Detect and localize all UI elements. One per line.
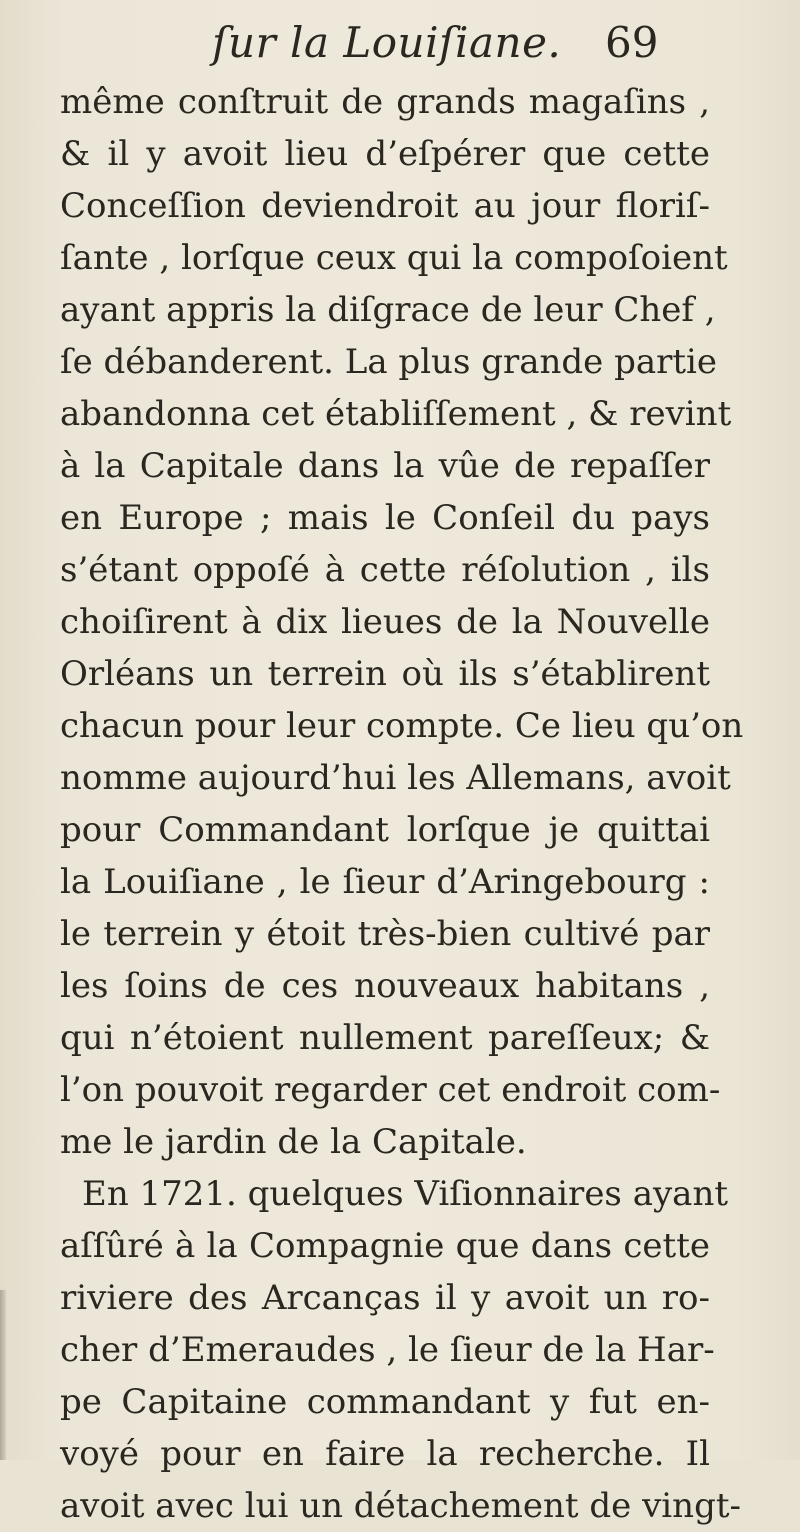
text-line: en Europe ; mais le Conſeil du pays [60, 498, 710, 538]
page-header [60, 18, 680, 78]
text-line: ſe débanderent. La plus grande partie [60, 342, 718, 382]
text-line: ſante , lorſque ceux qui la compoſoient [60, 238, 728, 278]
text-line: ayant appris la diſgrace de leur Chef , [60, 290, 716, 330]
text-line: la Louiſiane , le ſieur d’Aringebourg : [60, 862, 710, 902]
text-line: qui n’étoient nullement pareſſeux; & [60, 1018, 710, 1058]
text-line: nomme aujourd’hui les Allemans, avoit [60, 758, 731, 798]
text-line: Conceſſion deviendroit au jour floriſ- [60, 186, 710, 226]
text-line: Orléans un terrein où ils s’établirent [60, 654, 710, 694]
page-number: 69 [605, 18, 659, 67]
text-line: chacun pour leur compte. Ce lieu qu’on [60, 706, 744, 746]
text-line: l’on pouvoit regarder cet endroit com- [60, 1070, 721, 1110]
text-line: & il y avoit lieu d’eſpérer que cette [60, 134, 710, 174]
running-title: ſur la Louiſiane. [212, 18, 562, 67]
text-line: choiſirent à dix lieues de la Nouvelle [60, 602, 710, 642]
text-line: s’étant oppoſé à cette réſolution , ils [60, 550, 710, 590]
text-line: aſſûré à la Compagnie que dans cette [60, 1226, 710, 1266]
text-line: pe Capitaine commandant y fut en- [60, 1382, 710, 1422]
text-line: même conſtruit de grands magaſins , [60, 82, 710, 122]
text-line: voyé pour en faire la recherche. Il [60, 1434, 710, 1474]
text-line: à la Capitale dans la vûe de repaſſer [60, 446, 710, 486]
paragraph-first-line: En 1721. quelques Viſionnaires ayant [82, 1174, 728, 1214]
text-line: riviere des Arcanças il y avoit un ro- [60, 1278, 710, 1318]
text-line: avoit avec lui un détachement de vingt- [60, 1486, 741, 1526]
body-text [60, 76, 744, 1532]
text-line: abandonna cet établiſſement , & revint [60, 394, 732, 434]
page-edge-shadow [0, 1290, 6, 1460]
text-line: me le jardin de la Capitale. [60, 1122, 527, 1162]
text-line: pour Commandant lorſque je quittai [60, 810, 710, 850]
text-line: le terrein y étoit très-bien cultivé par [60, 914, 710, 954]
text-line: les ſoins de ces nouveaux habitans , [60, 966, 710, 1006]
text-line: cher d’Emeraudes , le ſieur de la Har- [60, 1330, 715, 1370]
